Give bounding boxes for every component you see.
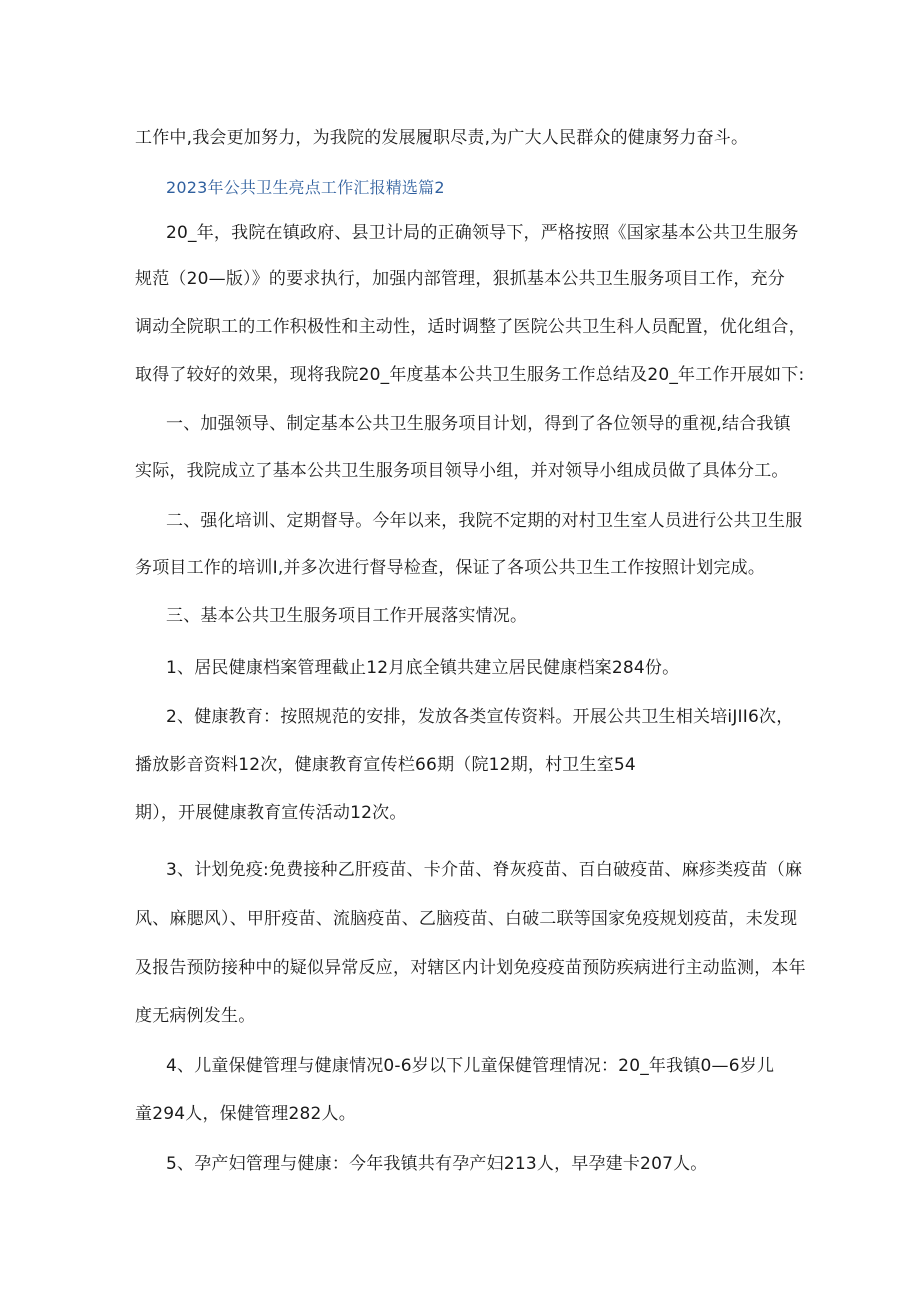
paragraph-line: 4、儿童保健管理与健康情况0-6岁以下儿童保健管理情况：20_年我镇0—6岁儿 [166, 1056, 775, 1076]
section-heading: 2023年公共卫生亮点工作汇报精选篇2 [166, 178, 445, 197]
paragraph-line: 2、健康教育：按照规范的安排，发放各类宣传资料。开展公共卫生相关培iJII6次， [166, 707, 794, 727]
paragraph-line: 二、强化培训、定期督导。今年以来，我院不定期的对村卫生室人员进行公共卫生服 [166, 511, 803, 531]
paragraph-line: 工作中,我会更加努力，为我院的发展履职尽责,为广大人民群众的健康努力奋斗。 [135, 128, 749, 148]
paragraph-line: 度无病例发生。 [135, 1006, 256, 1026]
paragraph-line: 20_年，我院在镇政府、县卫计局的正确领导下，严格按照《国家基本公共卫生服务 [166, 223, 799, 243]
paragraph-line: 调动全院职工的工作积极性和主动性，适时调整了医院公共卫生科人员配置，优化组合， [135, 317, 806, 337]
paragraph-line: 播放影音资料12次，健康教育宣传栏66期（院12期，村卫生室54 [135, 755, 636, 775]
paragraph-line: 取得了较好的效果，现将我院20_年度基本公共卫生服务工作总结及20_年工作开展如下: [135, 365, 805, 385]
paragraph-line: 3、计划免疫:免费接种乙肝疫苗、卡介苗、脊灰疫苗、百白破疫苗、麻疹类疫苗（麻 [166, 860, 803, 880]
paragraph-line: 童294人，保健管理282人。 [135, 1104, 356, 1124]
paragraph-line: 务项目工作的培训I,并多次进行督导检查，保证了各项公共卫生工作按照计划完成。 [135, 558, 766, 578]
paragraph-line: 规范（20—版）》的要求执行，加强内部管理，狠抓基本公共卫生服务项目工作，充分 [135, 269, 785, 289]
paragraph-line: 一、加强领导、制定基本公共卫生服务项目计划，得到了各位领导的重视,结合我镇 [166, 414, 791, 434]
paragraph-line: 风、麻腮风）、甲肝疫苗、流脑疫苗、乙脑疫苗、白破二联等国家免疫规划疫苗，未发现 [135, 909, 798, 929]
paragraph-line: 三、基本公共卫生服务项目工作开展落实情况。 [166, 606, 528, 626]
paragraph-line: 1、居民健康档案管理截止12月底全镇共建立居民健康档案284份。 [166, 658, 680, 678]
paragraph-line: 期），开展健康教育宣传活动12次。 [135, 803, 407, 823]
paragraph-line: 实际，我院成立了基本公共卫生服务项目领导小组，并对领导小组成员做了具体分工。 [135, 461, 789, 481]
paragraph-line: 及报告预防接种中的疑似异常反应，对辖区内计划免疫疫苗预防疾病进行主动监测，本年 [135, 958, 806, 978]
paragraph-line: 5、孕产妇管理与健康：今年我镇共有孕产妇213人，早孕建卡207人。 [166, 1154, 708, 1174]
